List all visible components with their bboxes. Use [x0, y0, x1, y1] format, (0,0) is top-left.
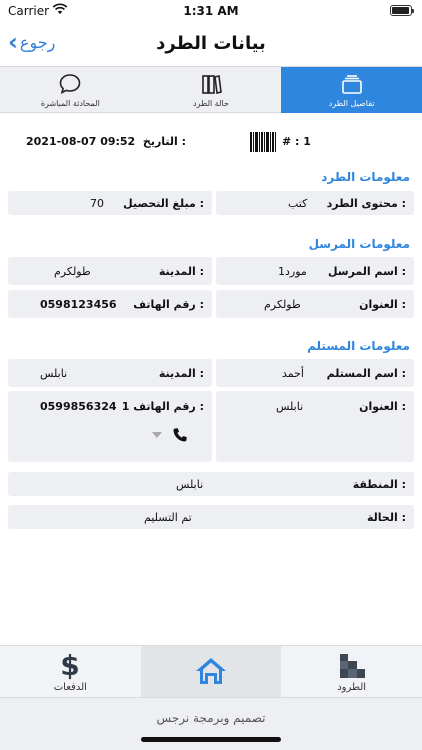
sender-phone-cell [8, 290, 212, 318]
sender-address-value: طولكرم [264, 298, 301, 311]
receiver-phone-label: رقم الهاتف 1 : [121, 400, 204, 413]
parcel-info-title: معلومات الطرد [321, 170, 410, 184]
collection-amount-cell [8, 191, 212, 215]
receiver-state-value: تم التسليم [144, 511, 192, 524]
parcel-content-cell [216, 191, 414, 215]
sender-name-label: اسم المرسل : [327, 265, 406, 278]
receiver-address-label: العنوان : [359, 400, 406, 413]
chevron-left-icon: ‹ [8, 28, 18, 56]
parcel-header [0, 131, 422, 153]
receiver-name-label: اسم المستلم : [326, 367, 406, 380]
tab-parcel-details[interactable] [281, 67, 422, 113]
footer-credit [0, 697, 422, 750]
dollar-icon [59, 650, 81, 680]
collection-amount-value: 70 [90, 197, 104, 210]
bottom-nav-home[interactable] [141, 646, 282, 697]
receiver-region-cell [8, 472, 414, 496]
bottom-nav-payments[interactable] [0, 646, 141, 697]
phone-select[interactable] [152, 427, 188, 443]
date-label: التاريخ : [142, 135, 187, 148]
status-bar [0, 0, 422, 22]
sender-address-label: العنوان : [359, 298, 406, 311]
parcel-content-label: محتوى الطرد : [326, 197, 406, 210]
bottom-nav-parcels[interactable] [281, 646, 422, 697]
sender-address-cell [216, 290, 414, 318]
sender-name-value: مورد1 [278, 265, 307, 278]
tab-live-chat[interactable] [0, 67, 141, 113]
sender-phone-label: رقم الهاتف : [133, 298, 204, 311]
home-icon [194, 656, 228, 686]
sender-city-label: المدينة : [158, 265, 204, 278]
sender-name-cell [216, 257, 414, 285]
receiver-phone-value: 0599856324 [40, 400, 117, 413]
navigation-bar [0, 22, 422, 66]
books-icon [199, 73, 223, 95]
sender-city-value: طولكرم [54, 265, 91, 278]
payments-label: الدفعات [53, 682, 87, 693]
battery-icon [390, 5, 412, 16]
sender-info-title: معلومات المرسل [308, 237, 410, 251]
phone-icon[interactable] [172, 427, 188, 443]
receiver-address-value: نابلس [276, 400, 304, 413]
parcel-number: # : 1 [282, 135, 311, 148]
receiver-name-cell [216, 359, 414, 387]
stack-icon [340, 73, 364, 95]
receiver-state-cell [8, 505, 414, 529]
receiver-city-label: المدينة : [158, 367, 204, 380]
receiver-name-value: أحمد [282, 367, 304, 380]
svg-text:$: $ [60, 650, 81, 680]
footer-credit-text: تصميم وبرمجة نرجس [156, 711, 266, 725]
parcel-date [26, 135, 186, 148]
chat-icon [58, 73, 82, 95]
barcode-icon [250, 131, 276, 153]
collection-amount-label: مبلغ التحصيل : [123, 197, 204, 210]
status-time: 1:31 AM [183, 4, 239, 18]
receiver-info-title: معلومات المستلم [307, 339, 410, 353]
receiver-city-value: نابلس [40, 367, 68, 380]
sender-city-cell [8, 257, 212, 285]
tab-parcel-status[interactable] [141, 67, 282, 113]
tab-parcel-status-label: حالة الطرد [193, 98, 229, 108]
page-title: بيانات الطرد [156, 33, 266, 54]
parcels-label: الطرود [337, 682, 367, 693]
date-value: 2021-08-07 09:52 [26, 135, 136, 148]
sender-phone-value: 0598123456 [40, 298, 117, 311]
caret-down-icon [152, 432, 162, 438]
receiver-region-value: نابلس [176, 478, 204, 491]
receiver-phone-cell [8, 391, 212, 462]
boxes-icon [337, 650, 367, 680]
receiver-address-cell [216, 391, 414, 462]
receiver-region-label: المنطقة : [352, 478, 406, 491]
parcel-content-value: كتب [288, 197, 308, 210]
home-indicator [141, 737, 281, 742]
tab-live-chat-label: المحادثة المباشرة [40, 98, 100, 108]
tab-parcel-details-label: تفاصيل الطرد [328, 98, 375, 108]
receiver-state-label: الحالة : [367, 511, 406, 524]
carrier-label: Carrier [8, 4, 50, 18]
back-label: رجوع [19, 32, 56, 52]
tab-bar [0, 66, 422, 113]
bottom-nav [0, 645, 422, 697]
receiver-city-cell [8, 359, 212, 387]
